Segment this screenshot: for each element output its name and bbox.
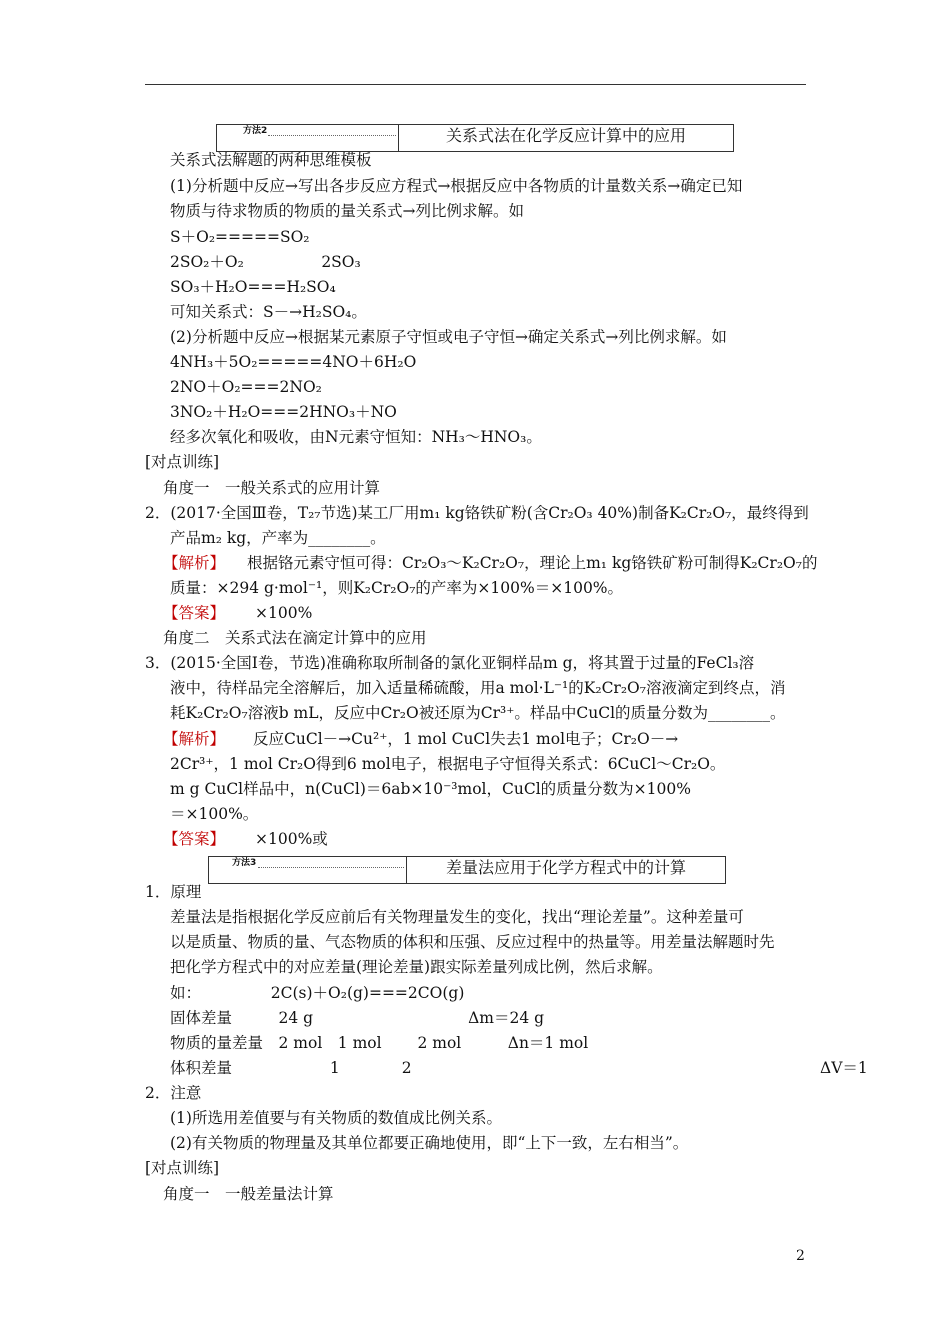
analysis-text: m g CuCl样品中，n(CuCl)＝6ab×10⁻³mol，CuCl的质量分数为×100% <box>170 780 691 798</box>
text-line: 经多次氧化和吸收，由N元素守恒知：NH₃～HNO₃。 <box>170 428 542 446</box>
equation-line: 2NO＋O₂===2NO₂ <box>170 378 322 396</box>
text-line: (1)所选用差值要与有关物质的数值成比例关系。 <box>170 1109 502 1127</box>
text-line: 以是质量、物质的量、气态物质的体积和压强、反应过程中的热量等。用差量法解题时先 <box>170 933 775 951</box>
dotted-leader <box>258 867 404 868</box>
equation-line: SO₃＋H₂O===H₂SO₄ <box>170 278 336 296</box>
practice-heading: [对点训练] <box>145 453 220 471</box>
answer-text: ×100%或 <box>255 830 328 848</box>
equation-line: 3NO₂＋H₂O===2HNO₃＋NO <box>170 403 397 421</box>
subheading: 1．原理 <box>145 883 202 901</box>
analysis-text: 2Cr³⁺，1 mol Cr₂O得到6 mol电子，根据电子守恒得关系式：6CuCl～Cr₂O。 <box>170 755 726 773</box>
answer-label: 【答案】 <box>163 604 226 622</box>
practice-heading: [对点训练] <box>145 1159 220 1177</box>
method-title: 关系式法在化学反应计算中的应用 <box>445 126 686 145</box>
equation-line: 如： 2C(s)＋O₂(g)===2CO(g) <box>170 984 465 1002</box>
analysis-text: 根据铬元素守恒可得：Cr₂O₃～K₂Cr₂O₇，理论上m₁ kg铬铁矿粉可制得K₂Cr₂O₇的 <box>247 554 818 572</box>
equation-line: 4NH₃＋5O₂=====4NO＋6H₂O <box>170 353 417 371</box>
dotted-leader <box>268 135 396 136</box>
analysis-text: 反应CuCl－→Cu²⁺，1 mol CuCl失去1 mol电子；Cr₂O－→ <box>253 730 679 748</box>
difference-row: 固体差量 24 g Δm＝24 g <box>170 1009 545 1027</box>
question-2: 2．(2017·全国Ⅲ卷，T₂₇节选)某工厂用m₁ kg铬铁矿粉(含Cr₂O₃ 40%)制备K₂Cr₂O₇，最终得到 <box>145 504 809 522</box>
answer-text: ×100% <box>255 604 313 622</box>
angle-heading: 角度一 一般关系式的应用计算 <box>163 479 381 497</box>
analysis-label: 【解析】 <box>163 554 226 572</box>
text-line: (2)有关物质的物理量及其单位都要正确地使用，即“上下一致，左右相当”。 <box>170 1134 689 1152</box>
analysis-text: ＝×100%。 <box>170 805 259 823</box>
difference-value: ΔV＝1 <box>820 1059 868 1077</box>
answer-label: 【答案】 <box>163 830 226 848</box>
equation-line: 2SO₂＋O₂ 2SO₃ <box>170 253 361 271</box>
difference-row: 体积差量 1 2 <box>170 1059 412 1077</box>
difference-row: 物质的量差量 2 mol 1 mol 2 mol Δn＝1 mol <box>170 1034 589 1052</box>
page-number: 2 <box>796 1248 805 1264</box>
subheading: 2．注意 <box>145 1084 202 1102</box>
method-tab-label: 方法2 <box>243 126 268 136</box>
text-line: 把化学方程式中的对应差量(理论差量)跟实际差量列成比例，然后求解。 <box>170 958 663 976</box>
text-line: (2)分析题中反应→根据某元素原子守恒或电子守恒→确定关系式→列比例求解。如 <box>170 328 727 346</box>
question-3-cont: 液中，待样品完全溶解后，加入适量稀硫酸，用a mol·L⁻¹的K₂Cr₂O₇溶液滴定到终点，消 <box>170 679 786 697</box>
analysis-text: 质量：×294 g·mol⁻¹，则K₂Cr₂O₇的产率为×100%＝×100%。 <box>170 579 624 597</box>
method-title: 差量法应用于化学方程式中的计算 <box>445 858 686 877</box>
text-line: 关系式法解题的两种思维模板 <box>170 151 372 169</box>
method-tab-label: 方法3 <box>232 858 257 868</box>
analysis-label: 【解析】 <box>163 730 226 748</box>
text-line: (1)分析题中反应→写出各步反应方程式→根据反应中各物质的计量数关系→确定已知 <box>170 177 743 195</box>
question-2-cont: 产品m₂ kg，产率为________。 <box>170 529 386 547</box>
text-line: 差量法是指根据化学反应前后有关物理量发生的变化，找出“理论差量”。这种差量可 <box>170 908 744 926</box>
equation-line: S＋O₂=====SO₂ <box>170 228 310 246</box>
question-3-cont: 耗K₂Cr₂O₇溶液b mL，反应中Cr₂O被还原为Cr³⁺。样品中CuCl的质量分数为________。 <box>170 704 786 722</box>
question-3: 3．(2015·全国Ⅰ卷，节选)准确称取所制备的氯化亚铜样品m g，将其置于过量的FeCl₃溶 <box>145 654 755 672</box>
angle-heading: 角度二 关系式法在滴定计算中的应用 <box>163 629 427 647</box>
text-line: 可知关系式：S－→H₂SO₄。 <box>170 303 367 321</box>
header-rule <box>145 84 806 85</box>
angle-heading: 角度一 一般差量法计算 <box>163 1185 334 1203</box>
text-line: 物质与待求物质的物质的量关系式→列比例求解。如 <box>170 202 524 220</box>
